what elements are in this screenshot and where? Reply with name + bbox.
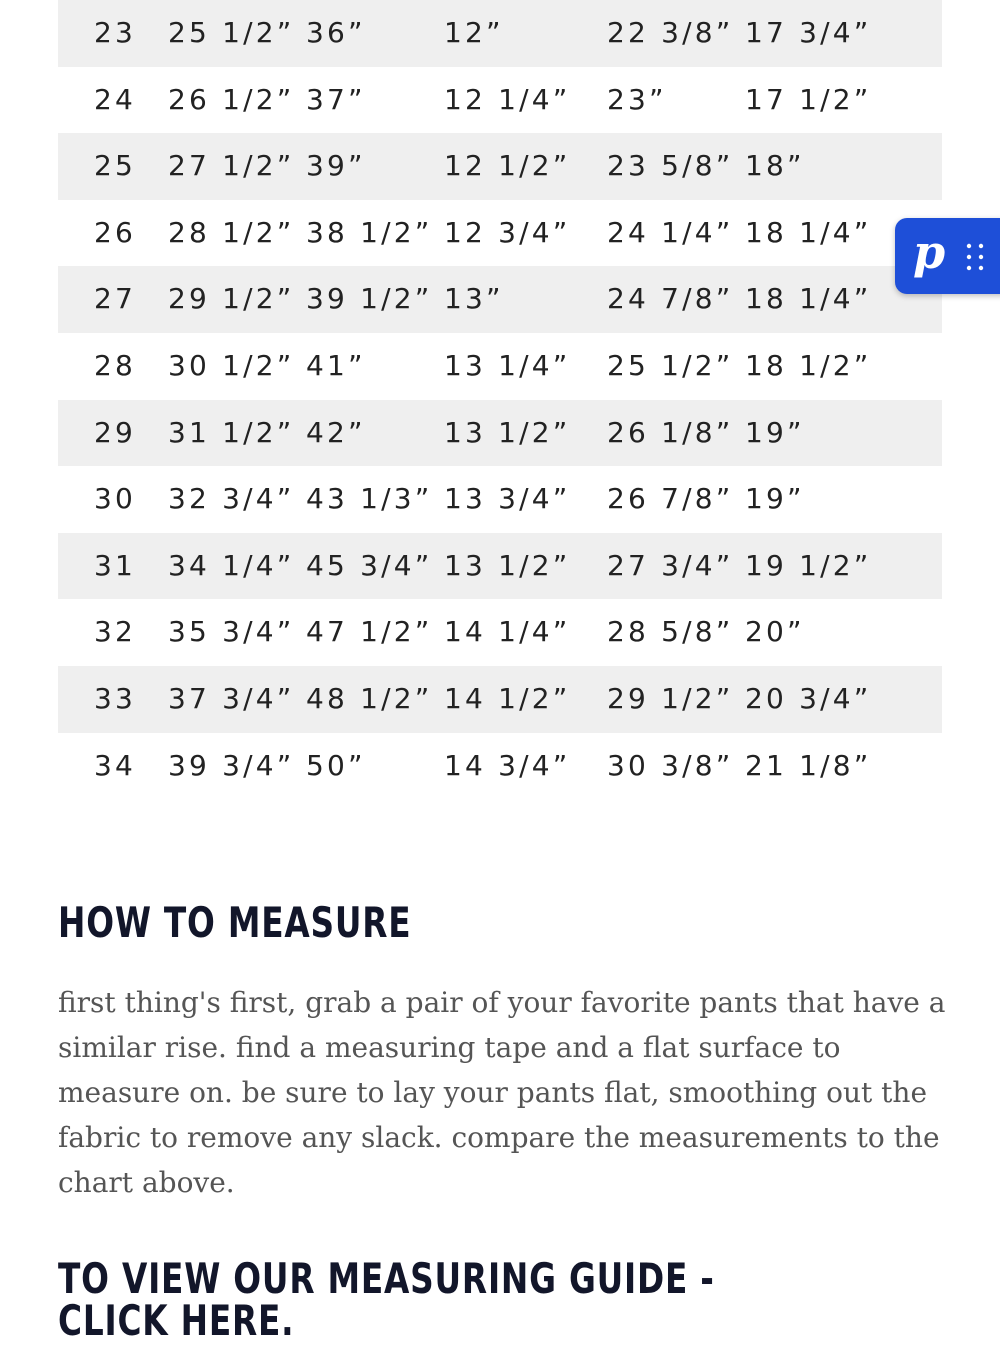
size-chart-cell: 14 3/4”: [444, 748, 571, 782]
size-chart-cell: 39 1/2”: [306, 282, 433, 316]
size-chart-cell: 31: [94, 548, 137, 582]
size-chart-cell: 19”: [745, 415, 805, 449]
size-chart-cell: 27: [94, 282, 137, 316]
size-chart-cell: 25 1/2”: [607, 348, 734, 382]
size-chart-cell: 18 1/2”: [745, 348, 872, 382]
size-chart-cell: 28 5/8”: [607, 615, 734, 649]
size-chart-cell: 23”: [607, 82, 667, 116]
size-chart-cell: 30 3/8”: [607, 748, 734, 782]
size-chart-cell: 38 1/2”: [306, 215, 433, 249]
size-chart-cell: 13”: [444, 282, 504, 316]
size-chart-cell: 48 1/2”: [306, 681, 433, 715]
size-chart-cell: 30: [94, 482, 137, 516]
size-chart-cell: 24: [94, 82, 137, 116]
measuring-guide-link-line2: CLICK HERE.: [58, 1296, 295, 1345]
size-chart-row: [58, 666, 942, 733]
size-chart-cell: 24 1/4”: [607, 215, 734, 249]
size-chart-cell: 18 1/4”: [745, 215, 872, 249]
size-chart-cell: 21 1/8”: [745, 748, 872, 782]
size-chart-cell: 50”: [306, 748, 366, 782]
size-chart-row: [58, 533, 942, 600]
size-chart-cell: 23 5/8”: [607, 149, 734, 183]
size-chart-cell: 26 1/2”: [168, 82, 295, 116]
size-chart-row: [58, 599, 942, 666]
size-chart-cell: 23: [94, 16, 137, 49]
size-chart-cell: 26 7/8”: [607, 482, 734, 516]
size-chart-cell: 14 1/2”: [444, 681, 571, 715]
size-chart-cell: 26 1/8”: [607, 415, 734, 449]
size-chart-cell: 19 1/2”: [745, 548, 872, 582]
measuring-guide-link[interactable]: [58, 1254, 715, 1345]
size-chart-cell: 27 3/4”: [607, 548, 734, 582]
size-chart-cell: 20 3/4”: [745, 681, 872, 715]
size-chart-cell: 47 1/2”: [306, 615, 433, 649]
size-chart-cell: 18”: [745, 149, 805, 183]
size-chart-cell: 18 1/4”: [745, 282, 872, 316]
size-chart-cell: 28: [94, 348, 137, 382]
size-chart-cell: 34: [94, 748, 137, 782]
size-chart-cell: 32 3/4”: [168, 482, 295, 516]
size-chart-cell: 27 1/2”: [168, 149, 295, 183]
size-chart-cell: 17 3/4”: [745, 16, 872, 49]
size-chart-cell: 28 1/2”: [168, 215, 295, 249]
size-chart-cell: 29 1/2”: [607, 681, 734, 715]
size-chart-row: [58, 733, 942, 800]
size-chart-cell: 25: [94, 149, 137, 183]
size-chart-table: [58, 0, 942, 799]
size-chart-cell: 42”: [306, 415, 366, 449]
size-chart-cell: 13 3/4”: [444, 482, 571, 516]
size-chart-cell: 41”: [306, 348, 366, 382]
measuring-guide-link-line1: TO VIEW OUR MEASURING GUIDE -: [58, 1254, 715, 1303]
size-chart-cell: 13 1/4”: [444, 348, 571, 382]
size-chart-row: [58, 466, 942, 533]
size-chart-cell: 33: [94, 681, 137, 715]
size-chart-cell: 20”: [745, 615, 805, 649]
size-chart-cell: 43 1/3”: [306, 482, 433, 516]
size-chart-cell: 13 1/2”: [444, 415, 571, 449]
size-chart-row: [58, 333, 942, 400]
size-chart-row: [58, 200, 942, 267]
size-chart-cell: 30 1/2”: [168, 348, 295, 382]
size-chart-cell: 12 1/2”: [444, 149, 571, 183]
size-chart-cell: 12 1/4”: [444, 82, 571, 116]
how-to-measure-instructions: first thing's first, grab a pair of your favorite pants that have a similar rise. find a measuring tape and a flat surface to measure on. be sure to lay your pants flat, smoothing out the fabric to remove any slack. compare the measurements to the chart above.: [58, 986, 946, 1199]
widget-logo: p: [913, 225, 946, 279]
floating-widget-button[interactable]: [895, 218, 1000, 294]
size-chart-cell: 25 1/2”: [168, 16, 295, 49]
size-chart-cell: 39”: [306, 149, 366, 183]
size-chart-cell: 19”: [745, 482, 805, 516]
size-chart-cell: 12”: [444, 16, 504, 49]
size-chart-cell: 17 1/2”: [745, 82, 872, 116]
size-chart-cell: 32: [94, 615, 137, 649]
size-chart-cell: 37 3/4”: [168, 681, 295, 715]
size-chart-row: [58, 133, 942, 200]
size-chart-row: [58, 67, 942, 134]
size-chart-cell: 36”: [306, 16, 366, 49]
size-chart-row: [58, 266, 942, 333]
size-chart-cell: 31 1/2”: [168, 415, 295, 449]
size-chart-row: [58, 0, 942, 67]
size-chart-cell: 45 3/4”: [306, 548, 433, 582]
size-chart-row: [58, 400, 942, 467]
size-chart-cell: 12 3/4”: [444, 215, 571, 249]
size-chart-cell: 22 3/8”: [607, 16, 734, 49]
size-chart-cell: 24 7/8”: [607, 282, 734, 316]
size-chart-cell: 29: [94, 415, 137, 449]
size-chart-cell: 14 1/4”: [444, 615, 571, 649]
size-chart-cell: 29 1/2”: [168, 282, 295, 316]
how-to-measure-heading: HOW TO MEASURE: [58, 898, 412, 947]
drag-handle-icon[interactable]: [965, 242, 985, 272]
size-chart-cell: 37”: [306, 82, 366, 116]
size-chart-cell: 26: [94, 215, 137, 249]
size-chart-cell: 34 1/4”: [168, 548, 295, 582]
size-chart-cell: 39 3/4”: [168, 748, 295, 782]
size-chart-cell: 35 3/4”: [168, 615, 295, 649]
size-chart-cell: 13 1/2”: [444, 548, 571, 582]
